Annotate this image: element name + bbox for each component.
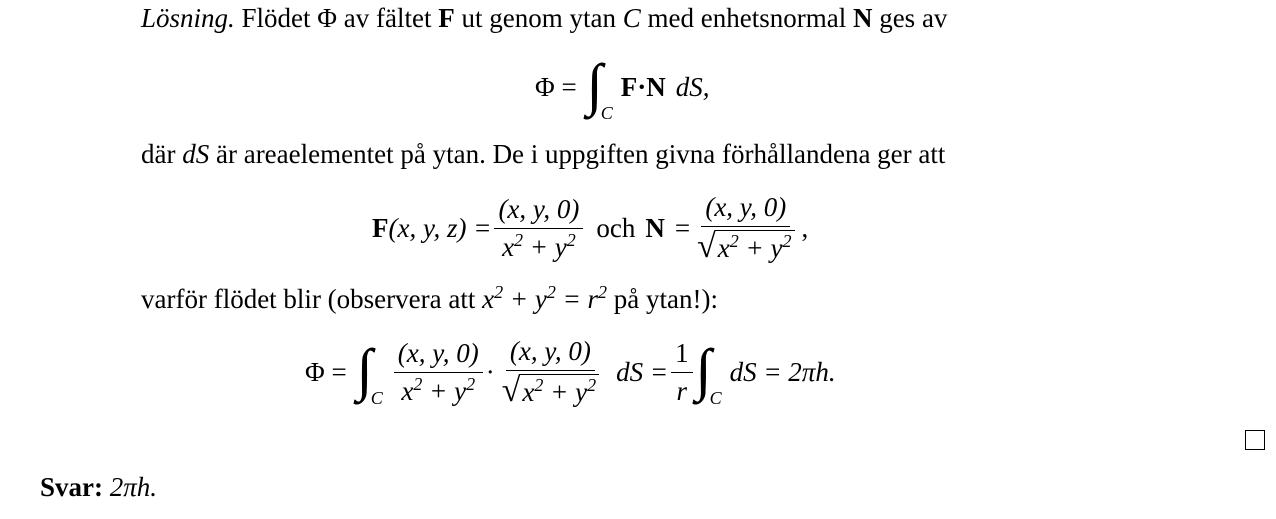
flux-definition-equation: Φ = C F·N dS, <box>535 71 710 123</box>
flux-result-equation: Φ = C $\frac{(x, y, 0)}{x^2 + y^2}$ · (x, y, 0) √ $x^2 + y^2$ dS = $\frac{1}{r}$ C dS = 2πh. <box>305 336 836 409</box>
fraction-one-over-r: $\frac{1}{r}$ <box>671 338 693 407</box>
fraction-sqrt: (x, y, 0) √ $x^2 + y^2$ <box>498 336 603 408</box>
field-and-normal-equation: F (x, y, z) = $\frac{(x, y, 0)}{x^2 + y^2}$ och N = (x, y, 0) √ $x^2 + y^2$ , <box>372 192 809 265</box>
answer-line <box>40 474 157 501</box>
area-element-line: där dS är areaelementet på ytan. De i uppgiften givna förhållandena ger att <box>141 139 946 169</box>
solution-label: Lösning. <box>141 3 235 33</box>
fraction-sqrt: (x, y, 0) √ $x^2 + y^2$ <box>693 192 798 264</box>
fraction: $\frac{(x, y, 0)}{x^2 + y^2}$ <box>494 194 583 263</box>
intro-line: Lösning. Flödet Φ av fältet F ut genom ytan C med enhetsnormal N ges av <box>141 3 948 33</box>
qed-box-icon <box>1245 430 1265 450</box>
fraction: $\frac{(x, y, 0)}{x^2 + y^2}$ <box>394 338 483 407</box>
answer-value: 2πh. <box>109 472 158 502</box>
answer-label: Svar: <box>40 472 103 502</box>
observation-line: varför flödet blir (observera att $x^2 + y^2 = r^2$ på ytan!): <box>141 282 718 314</box>
